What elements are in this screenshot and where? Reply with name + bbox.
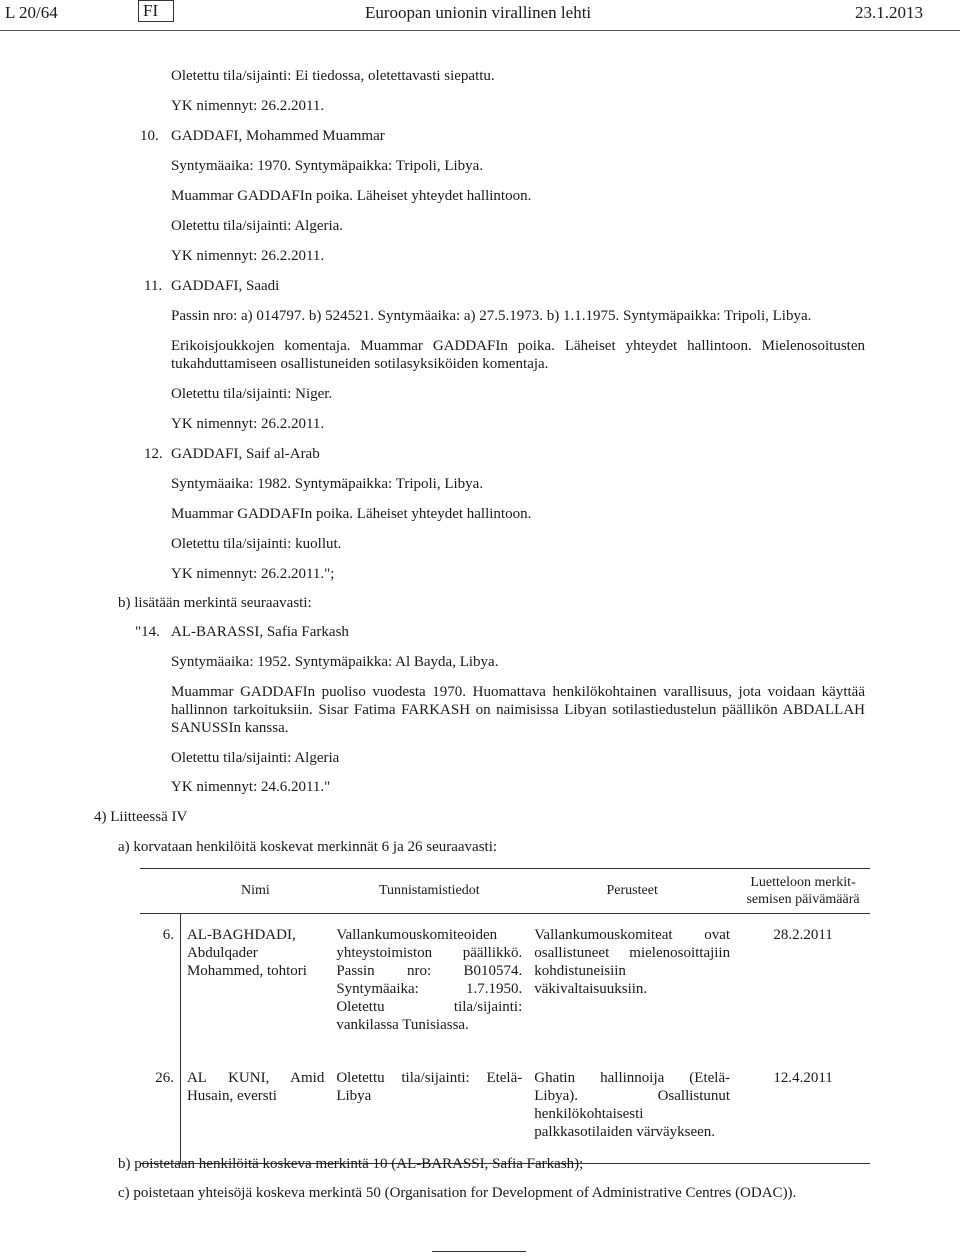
entry-detail: Passin nro: a) 014797. b) 524521. Syntymäaika: a) 27.5.1973. b) 1.1.1975. Syntymäpaikka: Tripoli, Libya. [171, 308, 812, 324]
entry-detail: Syntymäaika: 1982. Syntymäpaikka: Tripoli, Libya. [171, 476, 484, 492]
table-header-number [140, 869, 180, 914]
header-rule [0, 30, 960, 31]
entry-number: 12. [144, 446, 163, 462]
table-header-listing-date [736, 869, 870, 914]
header-line: semisen päivämäärä [746, 892, 860, 907]
table-header-name: Nimi [180, 869, 330, 914]
row-number: 6. [162, 927, 174, 943]
row-date: 28.2.2011 [773, 927, 833, 943]
footer-rule [432, 1251, 526, 1252]
entry-detail: Erikoisjoukkojen komentaja. Muammar GADDAFIn poika. Läheiset yhteydet hallintoon. Mielenosoitusten tukahduttamiseen osallistuneiden sotilasyksiköiden komentaja. [171, 338, 865, 372]
amendment-point: b) lisätään merkintä seuraavasti: [118, 595, 312, 611]
entry-detail: Syntymäaika: 1970. Syntymäpaikka: Tripoli, Libya. [171, 158, 484, 174]
entry-name: GADDAFI, Saif al-Arab [171, 446, 320, 462]
language-box: FI [138, 0, 174, 22]
row-name: AL KUNI, Amid Husain, eversti [180, 1056, 330, 1164]
amendment-point: c) poistetaan yhteisöjä koskeva merkintä 50 (Organisation for Development of Administrative Centres (ODAC)). [118, 1185, 797, 1201]
entry-detail: YK nimennyt: 24.6.2011." [171, 779, 331, 795]
row-identification: Oletettu tila/sijainti: Etelä-Libya [330, 1056, 528, 1164]
journal-title: Euroopan unionin virallinen lehti [365, 3, 592, 22]
entry-number: "14. [135, 624, 160, 640]
entry-detail: Oletettu tila/sijainti: Algeria. [171, 218, 344, 234]
row-grounds: Ghatin hallinnoija (Etelä-Libya). Osallistunut henkilökohtaisesti palkkasotilaiden värväykseen. [528, 1056, 736, 1164]
un-designation: YK nimennyt: 26.2.2011. [171, 98, 325, 114]
entry-detail: YK nimennyt: 26.2.2011. [171, 416, 325, 432]
table-header-row [140, 869, 870, 914]
annex-table [140, 868, 870, 1164]
entry-name: GADDAFI, Saadi [171, 278, 280, 294]
entry-number: 11. [144, 278, 163, 294]
status-line: Oletettu tila/sijainti: Ei tiedossa, oletettavasti siepattu. [171, 68, 495, 84]
entry-detail: Oletettu tila/sijainti: kuollut. [171, 536, 342, 552]
entry-detail: Syntymäaika: 1952. Syntymäpaikka: Al Bayda, Libya. [171, 654, 499, 670]
amendment-point: b) poistetaan henkilöitä koskeva merkintä 10 (AL-BARASSI, Safia Farkash); [118, 1156, 584, 1172]
row-date: 12.4.2011 [736, 1056, 870, 1164]
entry-detail: YK nimennyt: 26.2.2011."; [171, 566, 335, 582]
entry-name: AL-BARASSI, Safia Farkash [171, 624, 349, 640]
row-number: 26. [140, 1056, 180, 1164]
entry-name: GADDAFI, Mohammed Muammar [171, 128, 385, 144]
page-number: L 20/64 [5, 3, 58, 22]
entry-detail: Oletettu tila/sijainti: Algeria [171, 750, 340, 766]
entry-number: 10. [140, 128, 159, 144]
amendment-point: a) korvataan henkilöitä koskevat merkinnät 6 ja 26 seuraavasti: [118, 839, 498, 855]
publication-date: 23.1.2013 [855, 3, 923, 22]
row-name: AL-BAGHDADI, Abdulqader Mohammed, tohtori [180, 914, 330, 1057]
entry-detail: Muammar GADDAFIn puoliso vuodesta 1970. Huomattava henkilökohtainen varallisuus, jota voidaan käyttää hallinnon tarkoituksiin. Sisar Fatima FARKASH on naimisissa Libyan sotilastiedustelun päällikön ABDALLAH SANUSSIn kanssa. [171, 684, 865, 736]
entry-detail: YK nimennyt: 26.2.2011. [171, 248, 325, 264]
table-row [140, 914, 870, 1057]
entry-detail: Muammar GADDAFIn poika. Läheiset yhteydet hallintoon. [171, 506, 532, 522]
entry-detail: Muammar GADDAFIn poika. Läheiset yhteydet hallintoon. [171, 188, 532, 204]
page-header [0, 0, 960, 30]
header-line: Luetteloon merkit- [750, 875, 856, 890]
table-row [140, 1056, 870, 1164]
table-header-grounds: Perusteet [528, 869, 736, 914]
row-grounds: Vallankumouskomiteat ovat osallistuneet mielenosoittajiin kohdistuneisiin väkivaltaisuuksiin. [534, 927, 731, 997]
annex-heading: 4) Liitteessä IV [94, 809, 188, 825]
row-identification: Vallankumouskomiteoiden yhteystoimiston päällikkö. Passin nro: B010574. Syntymäaika: 1.7.1950. Oletettu tila/sijainti: vankilassa Tunisiassa. [336, 927, 523, 1033]
table-header-identification: Tunnistamistiedot [330, 869, 528, 914]
entry-detail: Oletettu tila/sijainti: Niger. [171, 386, 333, 402]
